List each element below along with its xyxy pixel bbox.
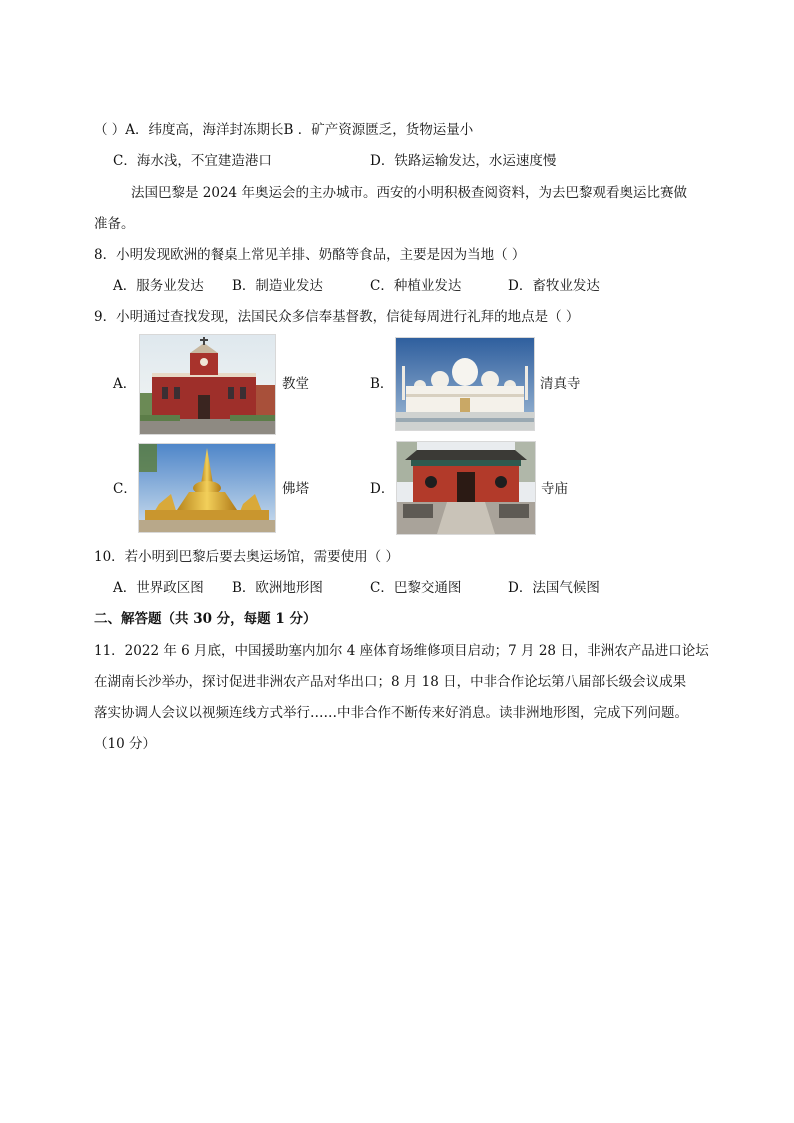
intro-line1: 法国巴黎是 2024 年奥运会的主办城市。西安的小明积极查阅资料，为去巴黎观看奥运比赛做 (131, 185, 687, 201)
q9-option-b-letter: B． (370, 376, 394, 392)
q10-option-a: A．世界政区图 (113, 580, 204, 596)
q9-option-b-caption: 清真寺 (540, 376, 581, 392)
q8-stem: 8．小明发现欧洲的餐桌上常见羊排、奶酪等食品，主要是因为当地（ ） (94, 247, 526, 263)
q7-option-d: D．铁路运输发达，水运速度慢 (370, 153, 557, 169)
q8-option-c: C．种植业发达 (370, 278, 462, 294)
q11-line2: 在湖南长沙举办，探讨促进非洲农产品对华出口；8 月 18 日，中非合作论坛第八届部长级会议成果 (94, 674, 687, 690)
q9-option-c-caption: 佛塔 (282, 481, 309, 497)
q8-option-b: B．制造业发达 (232, 278, 323, 294)
q8-option-d: D．畜牧业发达 (508, 278, 600, 294)
q9-option-c-letter: C． (113, 481, 137, 497)
q9-stem: 9．小明通过查找发现，法国民众多信奉基督教，信徒每周进行礼拜的地点是（ ） (94, 309, 580, 325)
q10-option-d: D．法国气候图 (508, 580, 600, 596)
q11-line1: 11．2022 年 6 月底，中国援助塞内加尔 4 座体育场维修项目启动；7 月 28 日，非洲农产品进口论坛 (94, 643, 709, 659)
q10-stem: 10．若小明到巴黎后要去奥运场馆，需要使用（ ） (94, 549, 399, 565)
q9-option-a-caption: 教堂 (282, 376, 309, 392)
q10-option-b: B．欧洲地形图 (232, 580, 323, 596)
mosque-photo (395, 337, 535, 431)
q7-option-c: C．海水浅，不宜建造港口 (113, 153, 272, 169)
q10-option-c: C．巴黎交通图 (370, 580, 462, 596)
church-photo (139, 334, 276, 435)
pagoda-photo (138, 443, 276, 533)
section2-title: 二、解答题（共 30 分，每题 1 分） (94, 611, 317, 627)
q7-line1: （ ）A．纬度高，海洋封冻期长B ．矿产资源匮乏，货物运量小 (94, 122, 474, 138)
q9-option-d-letter: D． (370, 481, 395, 497)
q9-option-d-caption: 寺庙 (541, 481, 568, 497)
q11-line3: 落实协调人会议以视频连线方式举行……中非合作不断传来好消息。读非洲地形图，完成下列问题。 (94, 705, 688, 721)
temple-photo (396, 441, 536, 535)
q9-option-a-letter: A． (113, 376, 137, 392)
intro-line2: 准备。 (94, 216, 135, 232)
q8-option-a: A．服务业发达 (113, 278, 204, 294)
q11-line4: （10 分） (94, 736, 156, 752)
